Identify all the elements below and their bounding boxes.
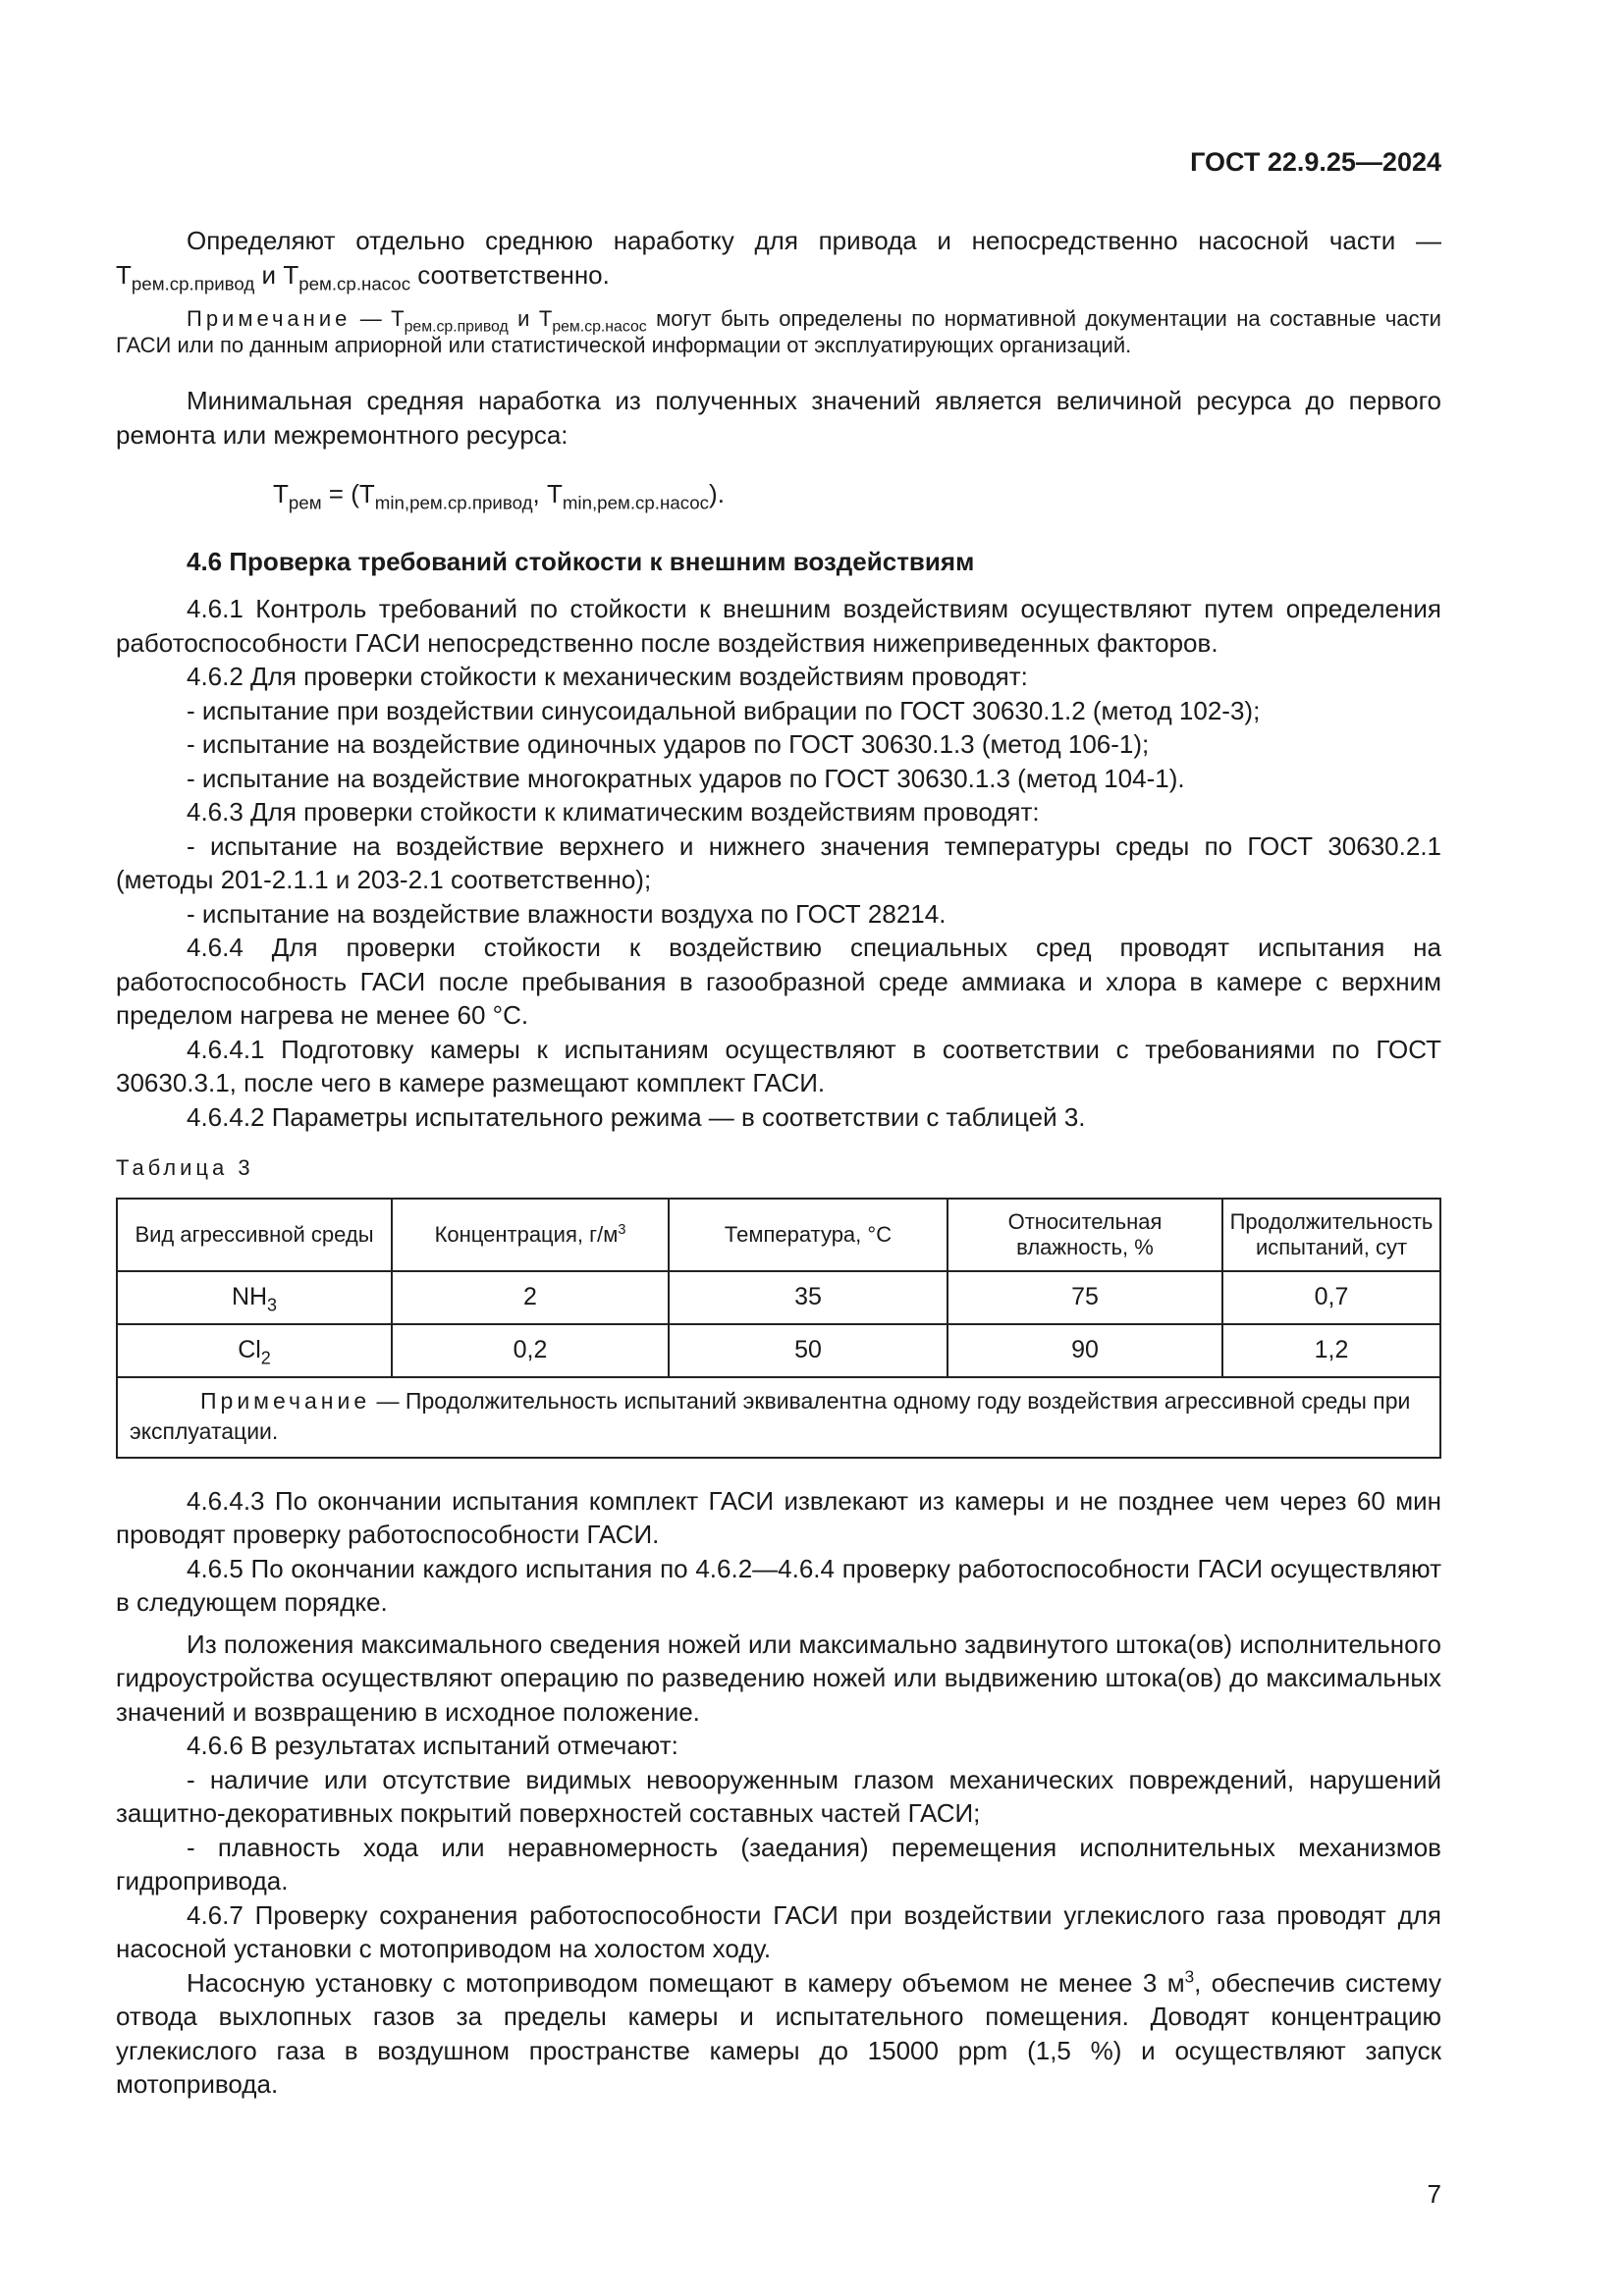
paragraph-minimum-resource: Минимальная средняя наработка из полученных значений является величиной ресурса до первого ремонта или межремонтного ресурса: — [116, 386, 1441, 450]
table-note: Примечание — Продолжительность испытаний эквивалентна одному году воздействия агрессивной среды при эксплуатации. — [117, 1377, 1440, 1458]
formula-repair-resource: $T_{рем} = (T_{min,рем.ср.привод}$, $T_{min,рем.ср.насос}$). — [273, 479, 725, 513]
document-body — [116, 224, 1441, 2102]
cell-medium: $Cl_2$ — [117, 1324, 392, 1377]
list-item-damage: - наличие или отсутствие видимых невооруженным глазом механических повреждений, нарушений защитно-декоративных покрытий поверхностей составных частей ГАСИ; — [116, 1764, 1441, 1828]
paragraph-co2-test: Насосную установку с мотоприводом помещают в камеру объемом не менее 3 $м^3$, обеспечив систему отвода выхлопных газов за пределы камеры и испытательного помещения. Доводят концентрацию углекислого газа в воздушном пространстве камеры до 15000 ppm (1,5 %) и осуществляют запуск мотопривода. — [116, 1966, 1442, 2099]
cell-concentration: 2 — [392, 1271, 669, 1324]
list-item-multiple-shocks: - испытание на воздействие многократных ударов по ГОСТ 30630.1.3 (метод 104-1). — [187, 763, 1185, 793]
cell-temperature: 35 — [669, 1271, 947, 1324]
list-item-humidity: - испытание на воздействие влажности воздуха по ГОСТ 28214. — [187, 898, 947, 929]
cell-humidity: 90 — [947, 1324, 1222, 1377]
cell-medium: $NH_3$ — [117, 1271, 392, 1324]
paragraph-4-6-4-2: 4.6.4.2 Параметры испытательного режима — в соответствии с таблицей 3. — [187, 1101, 1086, 1132]
paragraph-4-6-3: 4.6.3 Для проверки стойкости к климатическим воздействиям проводят: — [187, 797, 1040, 827]
list-item-vibration: - испытание при воздействии синусоидальной вибрации по ГОСТ 30630.1.2 (метод 102-3); — [187, 695, 1261, 725]
paragraph-4-6-5: 4.6.5 По окончании каждого испытания по 4.6.2—4.6.4 проверку работоспособности ГАСИ осуществляют в следующем порядке. — [116, 1553, 1441, 1617]
cell-duration: 0,7 — [1222, 1271, 1440, 1324]
header-humidity: Относительная влажность, % — [947, 1199, 1222, 1271]
table-row — [117, 1324, 1440, 1377]
paragraph-4-6-7: 4.6.7 Проверку сохранения работоспособности ГАСИ при воздействии углекислого газа проводят для насосной установки с мотоприводом на холостом ходу. — [116, 1899, 1441, 1963]
section-heading-4-6: 4.6 Проверка требований стойкости к внешним воздействиям — [187, 546, 975, 576]
cell-concentration: 0,2 — [392, 1324, 669, 1377]
table-caption: Таблица 3 — [116, 1155, 254, 1180]
paragraph-4-6-6: 4.6.6 В результатах испытаний отмечают: — [187, 1731, 678, 1760]
document-id-header: ГОСТ 22.9.25—2024 — [1190, 147, 1441, 177]
paragraph-4-6-1: 4.6.1 Контроль требований по стойкости к внешним воздействиям осуществляют путем определения работоспособности ГАСИ непосредственно после воздействия нижеприведенных факторов. — [116, 594, 1441, 658]
paragraph-check-procedure: Из положения максимального сведения ножей или максимально задвинутого штока(ов) исполнительного гидроустройства осуществляют операцию по разведению ножей или выдвижению штока(ов) до максимальных значений и возвращению в исходное положение. — [116, 1629, 1441, 1727]
page-number: 7 — [1427, 2179, 1441, 2209]
paragraph-mean-operating-time: Определяют отдельно среднюю наработку для привода и непосредственно насосной части — $T_{рем.ср.привод}$ и $T_{рем.ср.насос}$ соответственно. — [116, 226, 1441, 294]
header-concentration: Концентрация, $г/м^3$ — [392, 1199, 669, 1271]
table-note-row — [117, 1377, 1440, 1458]
cell-humidity: 75 — [947, 1271, 1222, 1324]
paragraph-4-6-2: 4.6.2 Для проверки стойкости к механическим воздействиям проводят: — [187, 662, 1028, 691]
list-item-temperature: - испытание на воздействие верхнего и нижнего значения температуры среды по ГОСТ 30630.2.1 (методы 201-2.1.1 и 203-2.1 соответственно); — [116, 830, 1441, 894]
paragraph-4-6-4-3: 4.6.4.3 По окончании испытания комплект ГАСИ извлекают из камеры и не позднее чем через 60 мин проводят проверку работоспособности ГАСИ. — [116, 1485, 1441, 1549]
cell-duration: 1,2 — [1222, 1324, 1440, 1377]
header-duration: Продолжительность испытаний, сут — [1222, 1199, 1440, 1271]
cell-temperature: 50 — [669, 1324, 947, 1377]
list-item-single-shocks: - испытание на воздействие одиночных ударов по ГОСТ 30630.1.3 (метод 106-1); — [187, 729, 1150, 759]
note-operating-time-sources: Примечание — $T_{рем.ср.привод}$ и $T_{рем.ср.насос}$ могут быть определены по нормативной документации на составные части ГАСИ или по данным априорной или статистической информации от эксплуатирующих организаций. — [116, 306, 1441, 357]
list-item-smoothness: - плавность хода или неравномерность (заедания) перемещения исполнительных механизмов гидропривода. — [116, 1832, 1441, 1896]
paragraph-4-6-4-1: 4.6.4.1 Подготовку камеры к испытаниям осуществляют в соответствии с требованиями по ГОСТ 30630.3.1, после чего в камере размещают комплект ГАСИ. — [116, 1034, 1441, 1097]
table-row — [117, 1271, 1440, 1324]
table-3-test-parameters — [116, 1198, 1441, 1459]
table-header-row — [117, 1199, 1440, 1271]
paragraph-4-6-4: 4.6.4 Для проверки стойкости к воздействию специальных сред проводят испытания на работоспособность ГАСИ после пребывания в газообразной среде аммиака и хлора в камере с верхним пределом нагрева не менее 60 °С. — [116, 933, 1441, 1030]
header-medium: Вид агрессивной среды — [117, 1199, 392, 1271]
header-temperature: Температура, °С — [669, 1199, 947, 1271]
